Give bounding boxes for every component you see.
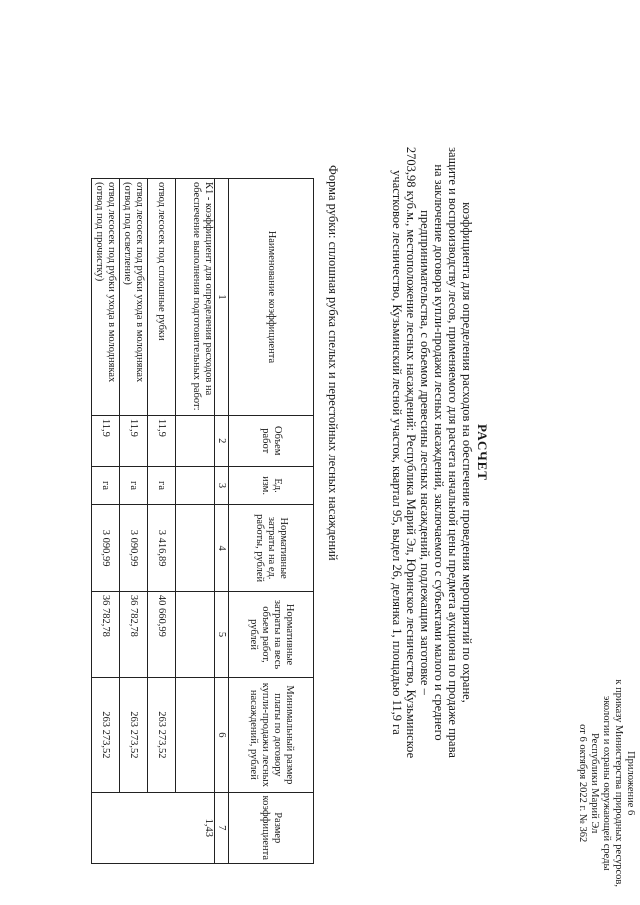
row-unit: га: [92, 466, 120, 505]
header-volume: Объем работ: [229, 415, 314, 466]
row-norm-unit: 3 416,89: [148, 505, 176, 591]
subtitle-line: предпринимательства, с объемом древесины лесных насаждений, подлежащим заготовке –: [418, 210, 432, 695]
row-name: отвод лесосек под рубки ухода в молодняках (отвод под осветление): [120, 179, 148, 416]
appendix-line: Республики Марий Эл: [589, 732, 600, 834]
header-min-pay: Минимальный размер платы по договору купли-продажи лесных насаждений, рублей: [229, 678, 314, 792]
appendix-line: экологии и охраны окружающей среды: [601, 695, 612, 871]
coefficient-value: 1,43: [92, 792, 215, 863]
empty-cell: [176, 505, 215, 591]
row-unit: га: [120, 466, 148, 505]
empty-cell: [176, 415, 215, 466]
table-row: [92, 179, 120, 864]
table-number-row: [215, 179, 229, 864]
table-header-row: [229, 179, 314, 864]
header-coef: Размер коэффициента: [229, 792, 314, 863]
table-row: [148, 179, 176, 864]
table-section-row: [176, 179, 215, 864]
empty-cell: [176, 678, 215, 792]
column-number: 2: [215, 415, 229, 466]
cutting-form-line: Форма рубки: сплошная рубка спелых и перестойных лесных насаждений: [326, 165, 340, 561]
column-number: 7: [215, 792, 229, 863]
subtitle-line: на заключение договора купли-продажи лесных насаждений, заключаемого с субъектами малого и среднего: [432, 164, 446, 741]
column-number: 4: [215, 505, 229, 591]
column-number: 1: [215, 179, 229, 416]
empty-cell: [176, 466, 215, 505]
row-min-pay: 263 273,52: [92, 678, 120, 792]
document-title: РАСЧЕТ: [475, 424, 490, 481]
row-volume: 11,9: [120, 415, 148, 466]
coefficient-table: [91, 178, 314, 864]
table-row: [120, 179, 148, 864]
row-min-pay: 263 273,52: [148, 678, 176, 792]
column-number: 3: [215, 466, 229, 505]
empty-cell: [176, 591, 215, 677]
header-name: Наименование коэффициента: [229, 179, 314, 416]
column-number: 6: [215, 678, 229, 792]
row-norm-total: 36 782,78: [92, 591, 120, 677]
appendix-line: от 6 октября 2022 г. № 362: [577, 724, 588, 843]
appendix-line: Приложение 6: [625, 751, 636, 816]
row-norm-unit: 3 090,99: [120, 505, 148, 591]
header-norm-unit: Нормативные затраты на ед. работы, рублей: [229, 505, 314, 591]
header-norm-total: Нормативные затраты на весь объем работ, рублей: [229, 591, 314, 677]
row-volume: 11,9: [148, 415, 176, 466]
row-name: отвод лесосек под рубки ухода в молодняках (отвод под прочистку): [92, 179, 120, 416]
row-name: отвод лесосек под сплошные рубки: [148, 179, 176, 416]
section-label: К1 - коэффициент для определения расходов на обеспечение выполнения подготовительных работ:: [176, 179, 215, 416]
row-norm-total: 36 782,78: [120, 591, 148, 677]
subtitle-line: 2703,98 куб.м., местоположение лесных насаждений: Республика Марий Эл, Юринское лесничество, Кузьминское: [404, 146, 418, 759]
appendix-line: к приказу Министерства природных ресурсов,: [613, 679, 624, 887]
column-number: 5: [215, 591, 229, 677]
subtitle-line: участковое лесничество, Кузьминский лесной участок, квартал 95, выдел 26, делянка 1, площадью 11,9 га: [390, 170, 404, 735]
row-min-pay: 263 273,52: [120, 678, 148, 792]
row-volume: 11,9: [92, 415, 120, 466]
subtitle-line: коэффициента для определения расходов на обеспечение проведения мероприятий по охране,: [460, 202, 474, 703]
row-norm-unit: 3 090,99: [92, 505, 120, 591]
document-subtitle: [390, 40, 474, 865]
row-norm-total: 40 660,99: [148, 591, 176, 677]
subtitle-line: защите и воспроизводству лесов, применяемого для расчета начальной цены предмета аукциона по продаже права: [446, 147, 460, 758]
row-unit: га: [148, 466, 176, 505]
appendix-note: [576, 679, 636, 887]
header-unit: Ед. изм.: [229, 466, 314, 505]
